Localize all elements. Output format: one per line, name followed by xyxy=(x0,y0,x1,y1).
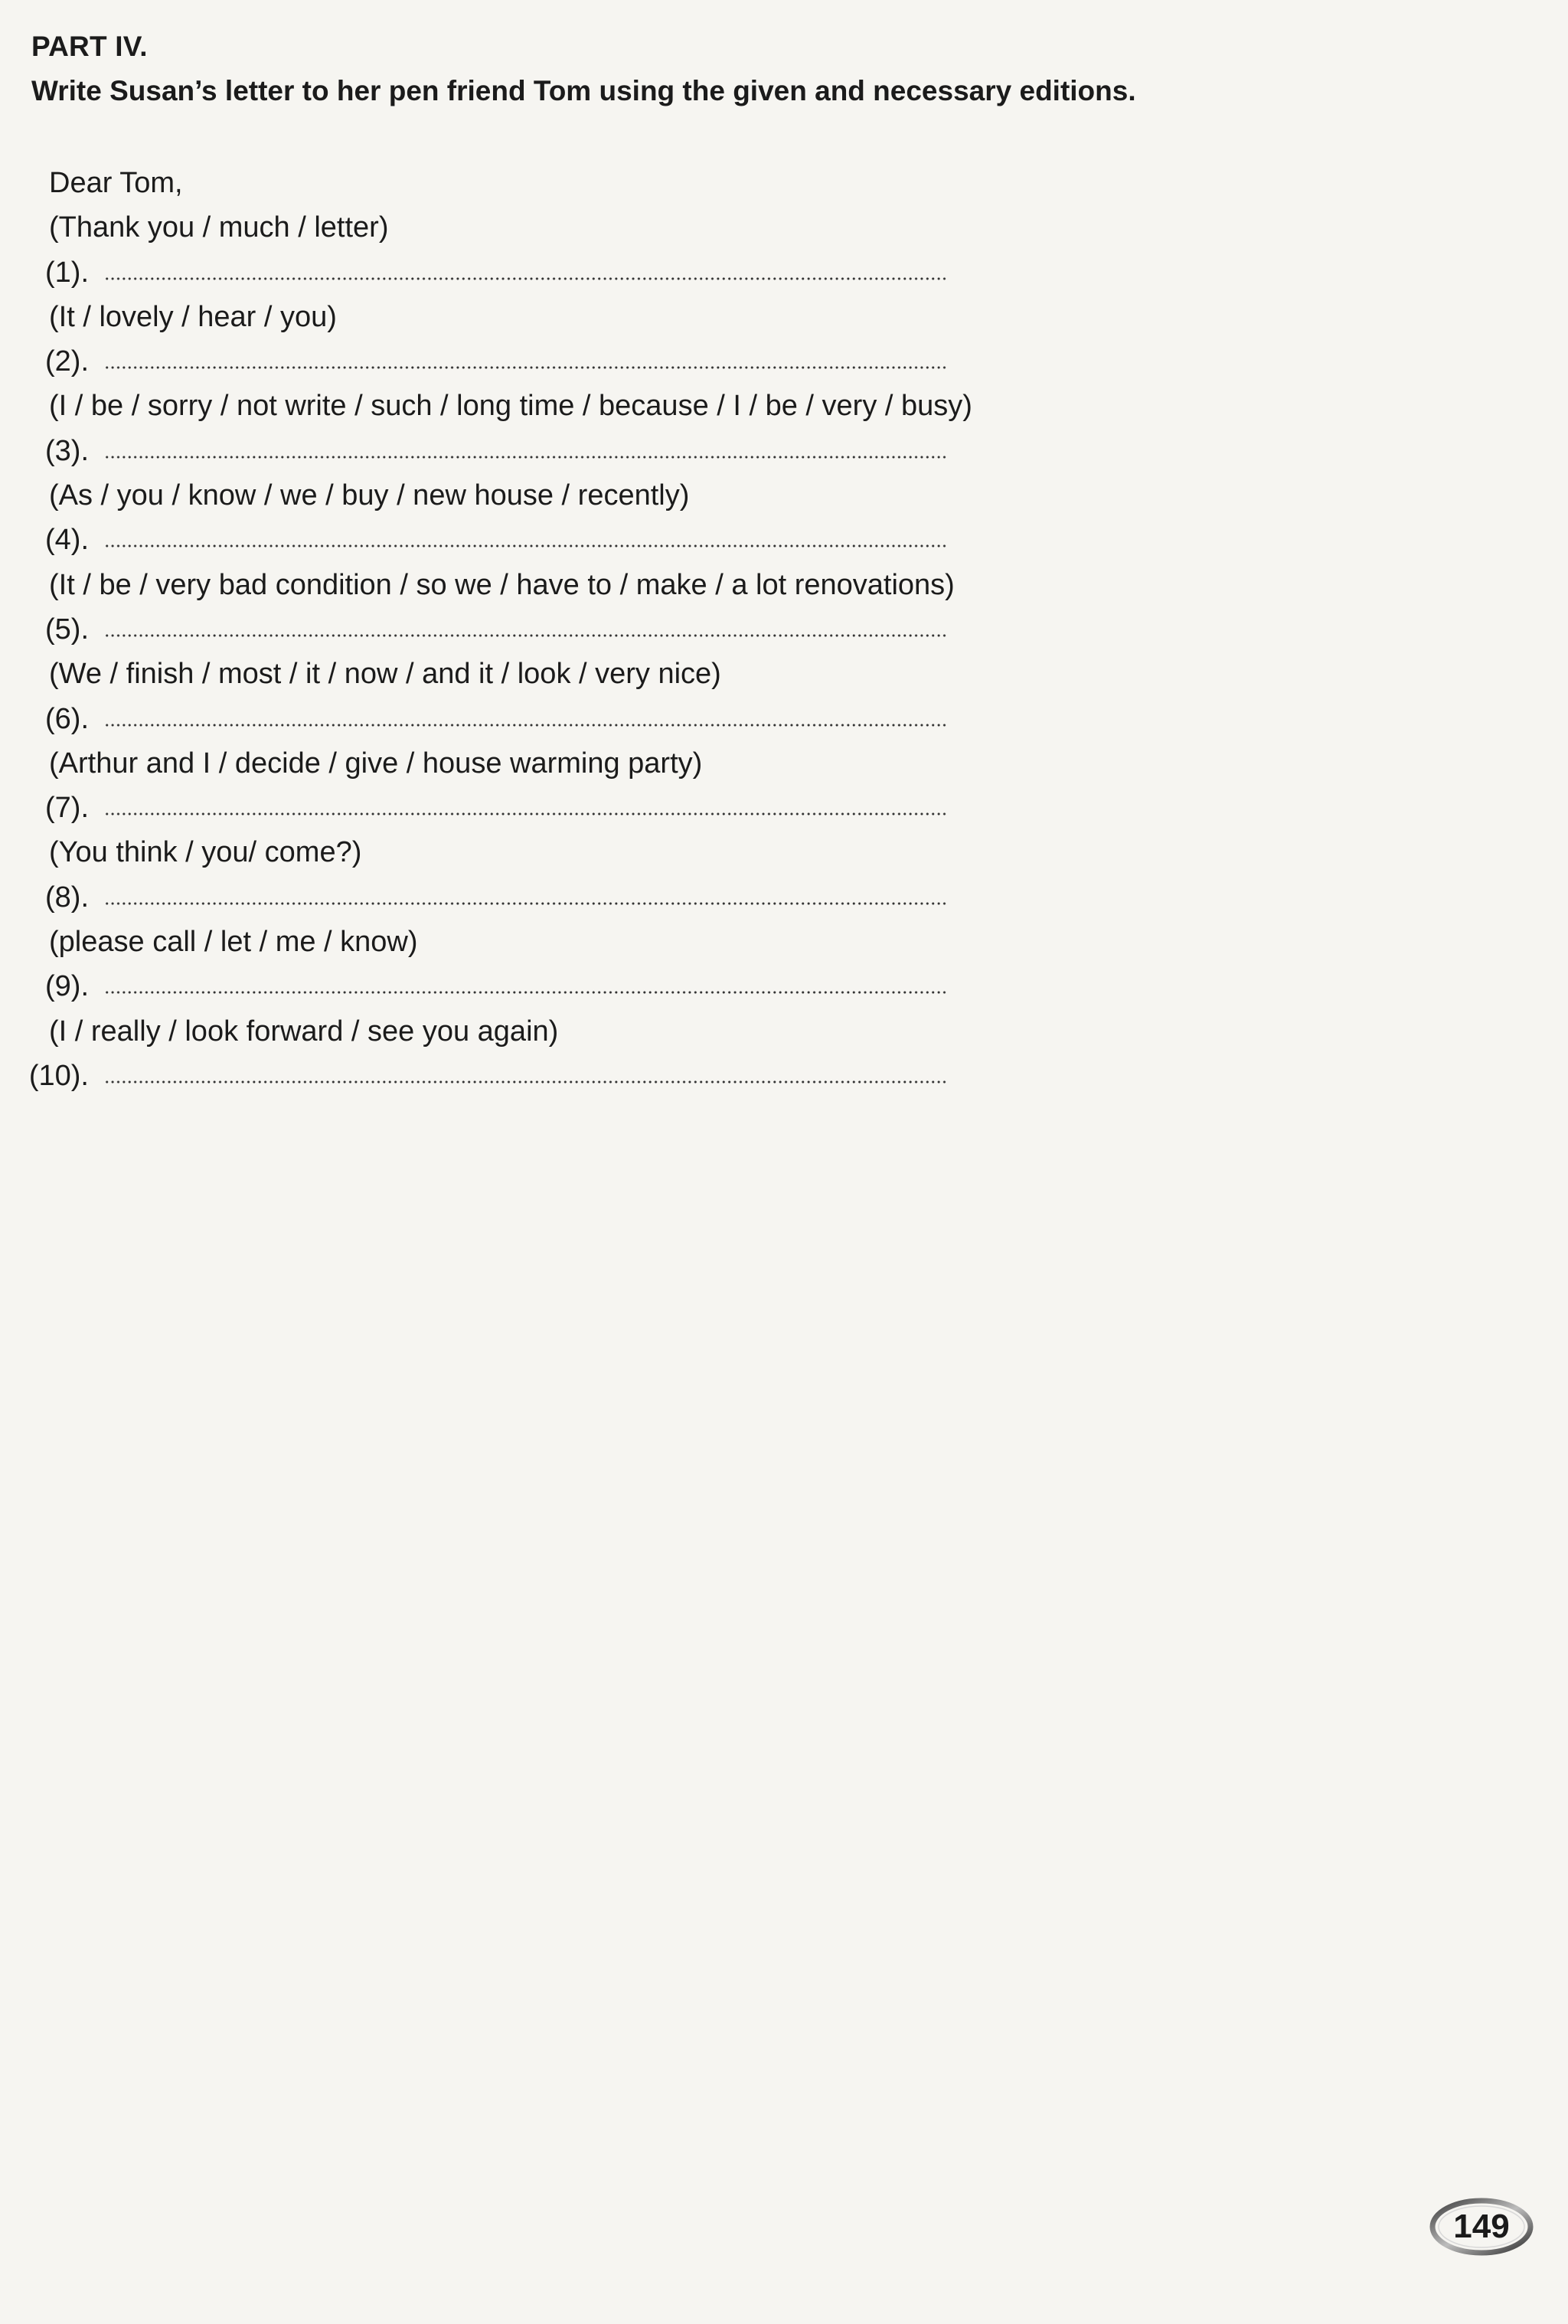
answer-line-9[interactable] xyxy=(0,964,1072,1008)
dotted-answer-line xyxy=(104,812,948,816)
answer-number-9: (9). xyxy=(45,970,89,1003)
prompt-5: (It / be / very bad condition / so we / have to / make / a lot renovations) xyxy=(49,568,955,601)
answer-number-5: (5). xyxy=(45,613,89,646)
prompt-3: (I / be / sorry / not write / such / long time / because / I / be / very / busy) xyxy=(49,390,972,423)
dotted-answer-line xyxy=(104,276,948,281)
letter-greeting: Dear Tom, xyxy=(49,167,183,199)
prompt-2: (It / lovely / hear / you) xyxy=(49,300,337,333)
dotted-answer-line xyxy=(104,1080,948,1084)
dotted-answer-line xyxy=(104,455,948,459)
letter-exercise xyxy=(0,161,1072,1098)
answer-number-6: (6). xyxy=(45,702,89,735)
answer-number-10: (10). xyxy=(28,1059,89,1092)
dotted-answer-line xyxy=(104,544,948,548)
dotted-answer-line xyxy=(104,365,948,370)
answer-line-2[interactable] xyxy=(0,339,1072,384)
answer-line-10[interactable] xyxy=(0,1054,1072,1098)
prompt-1: (Thank you / much / letter) xyxy=(49,211,389,244)
answer-number-4: (4). xyxy=(45,524,89,557)
instruction-text: Write Susan’s letter to her pen friend Tom using the given and necessary editions. xyxy=(31,75,1136,106)
dotted-answer-line xyxy=(104,990,948,995)
page-number: 149 xyxy=(1453,2208,1510,2245)
answer-number-7: (7). xyxy=(45,792,89,825)
answer-line-8[interactable] xyxy=(0,875,1072,920)
part-heading: PART IV. xyxy=(31,31,148,62)
answer-line-6[interactable] xyxy=(0,697,1072,741)
dotted-answer-line xyxy=(104,901,948,906)
prompt-6: (We / finish / most / it / now / and it / look / very nice) xyxy=(49,658,721,691)
prompt-7: (Arthur and I / decide / give / house warming party) xyxy=(49,747,703,780)
answer-line-4[interactable] xyxy=(0,518,1072,562)
answer-number-2: (2). xyxy=(45,345,89,378)
prompt-4: (As / you / know / we / buy / new house / recently) xyxy=(49,479,690,512)
answer-line-7[interactable] xyxy=(0,786,1072,830)
prompt-8: (You think / you/ come?) xyxy=(49,836,362,869)
answer-line-5[interactable] xyxy=(0,607,1072,652)
answer-number-8: (8). xyxy=(45,881,89,914)
dotted-answer-line xyxy=(104,723,948,727)
page-number-badge xyxy=(1429,2196,1534,2257)
answer-line-1[interactable] xyxy=(0,250,1072,295)
prompt-9: (please call / let / me / know) xyxy=(49,926,418,959)
answer-number-3: (3). xyxy=(45,434,89,467)
dotted-answer-line xyxy=(104,633,948,638)
answer-line-3[interactable] xyxy=(0,429,1072,473)
answer-number-1: (1). xyxy=(45,256,89,289)
prompt-10: (I / really / look forward / see you again) xyxy=(49,1015,559,1048)
